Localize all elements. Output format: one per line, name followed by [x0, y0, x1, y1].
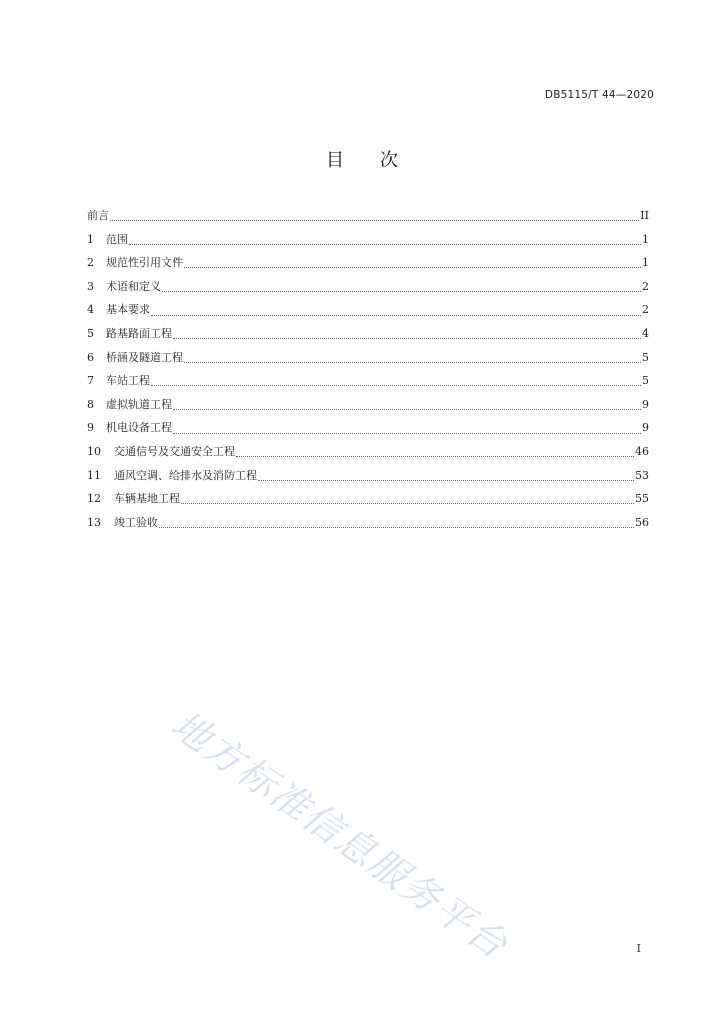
title-char-1: 目	[326, 150, 344, 171]
toc-entry-number: 8	[87, 397, 94, 411]
toc-entry-text: 竣工验收	[114, 515, 158, 529]
toc-entry-number: 9	[87, 421, 94, 435]
toc-entry-text: 基本要求	[106, 303, 150, 317]
toc-entry-9[interactable]	[87, 416, 649, 440]
toc-entry-page: 56	[635, 515, 649, 529]
toc-entry-1[interactable]	[87, 228, 649, 252]
toc-leader	[110, 212, 639, 221]
toc-entry-12[interactable]	[87, 487, 649, 511]
toc-entry-text: 前言	[87, 209, 109, 222]
toc-entry-page: 4	[642, 326, 649, 340]
page-title	[0, 146, 724, 172]
toc-entry-8[interactable]	[87, 393, 649, 417]
toc-entry-page: II	[640, 209, 649, 222]
toc-entry-3[interactable]	[87, 275, 649, 299]
toc-entry-5[interactable]	[87, 322, 649, 346]
toc-entry-number: 5	[87, 326, 94, 340]
toc-entry-text: 虚拟轨道工程	[106, 397, 172, 411]
toc-leader	[159, 519, 634, 528]
toc-entry-number: 6	[87, 350, 94, 364]
toc-entry-foreword[interactable]	[87, 204, 649, 228]
toc-entry-text: 交通信号及交通安全工程	[114, 444, 235, 458]
watermark: 地方标准信息服务平台	[163, 702, 517, 968]
toc-entry-text: 范围	[106, 232, 128, 246]
toc-entry-number: 11	[87, 468, 101, 482]
toc-leader	[173, 330, 641, 339]
toc-entry-6[interactable]	[87, 346, 649, 370]
toc-leader	[236, 448, 634, 457]
table-of-contents	[87, 204, 649, 534]
document-code: DB5115/T 44—2020	[544, 89, 654, 101]
title-char-2: 次	[380, 150, 398, 171]
toc-entry-number: 7	[87, 374, 94, 388]
toc-entry-page: 46	[635, 444, 649, 458]
toc-entry-number: 12	[87, 492, 101, 506]
toc-entry-text: 路基路面工程	[106, 326, 172, 340]
toc-entry-page: 2	[642, 279, 649, 293]
toc-entry-page: 1	[642, 256, 649, 270]
page-number: I	[636, 942, 641, 955]
toc-leader	[184, 354, 641, 363]
toc-entry-page: 5	[642, 350, 649, 364]
toc-leader	[173, 425, 641, 434]
toc-entry-page: 53	[635, 468, 649, 482]
toc-leader	[151, 377, 641, 386]
toc-leader	[173, 401, 641, 410]
toc-entry-number: 1	[87, 232, 94, 246]
toc-entry-page: 9	[642, 421, 649, 435]
toc-entry-page: 55	[635, 492, 649, 506]
toc-entry-2[interactable]	[87, 251, 649, 275]
toc-entry-number: 10	[87, 444, 101, 458]
toc-entry-page: 9	[642, 397, 649, 411]
toc-entry-page: 5	[642, 374, 649, 388]
toc-entry-4[interactable]	[87, 298, 649, 322]
toc-entry-7[interactable]	[87, 369, 649, 393]
toc-leader	[258, 472, 634, 481]
toc-entry-text: 机电设备工程	[106, 421, 172, 435]
toc-entry-text: 术语和定义	[106, 279, 161, 293]
toc-entry-number: 4	[87, 303, 94, 317]
toc-leader	[151, 307, 641, 316]
toc-entry-text: 规范性引用文件	[106, 256, 183, 270]
toc-entry-text: 车辆基地工程	[114, 492, 180, 506]
toc-entry-text: 桥涵及隧道工程	[106, 350, 183, 364]
toc-entry-text: 车站工程	[106, 374, 150, 388]
toc-leader	[162, 283, 641, 292]
toc-entry-text: 通风空调、给排水及消防工程	[114, 468, 257, 482]
toc-leader	[181, 495, 634, 504]
toc-entry-number: 3	[87, 279, 94, 293]
toc-leader	[129, 236, 641, 245]
toc-entry-page: 1	[642, 232, 649, 246]
toc-leader	[184, 259, 641, 268]
toc-entry-number: 13	[87, 515, 101, 529]
toc-entry-number: 2	[87, 256, 94, 270]
toc-entry-10[interactable]	[87, 440, 649, 464]
toc-entry-13[interactable]	[87, 511, 649, 535]
toc-entry-11[interactable]	[87, 464, 649, 488]
toc-entry-page: 2	[642, 303, 649, 317]
